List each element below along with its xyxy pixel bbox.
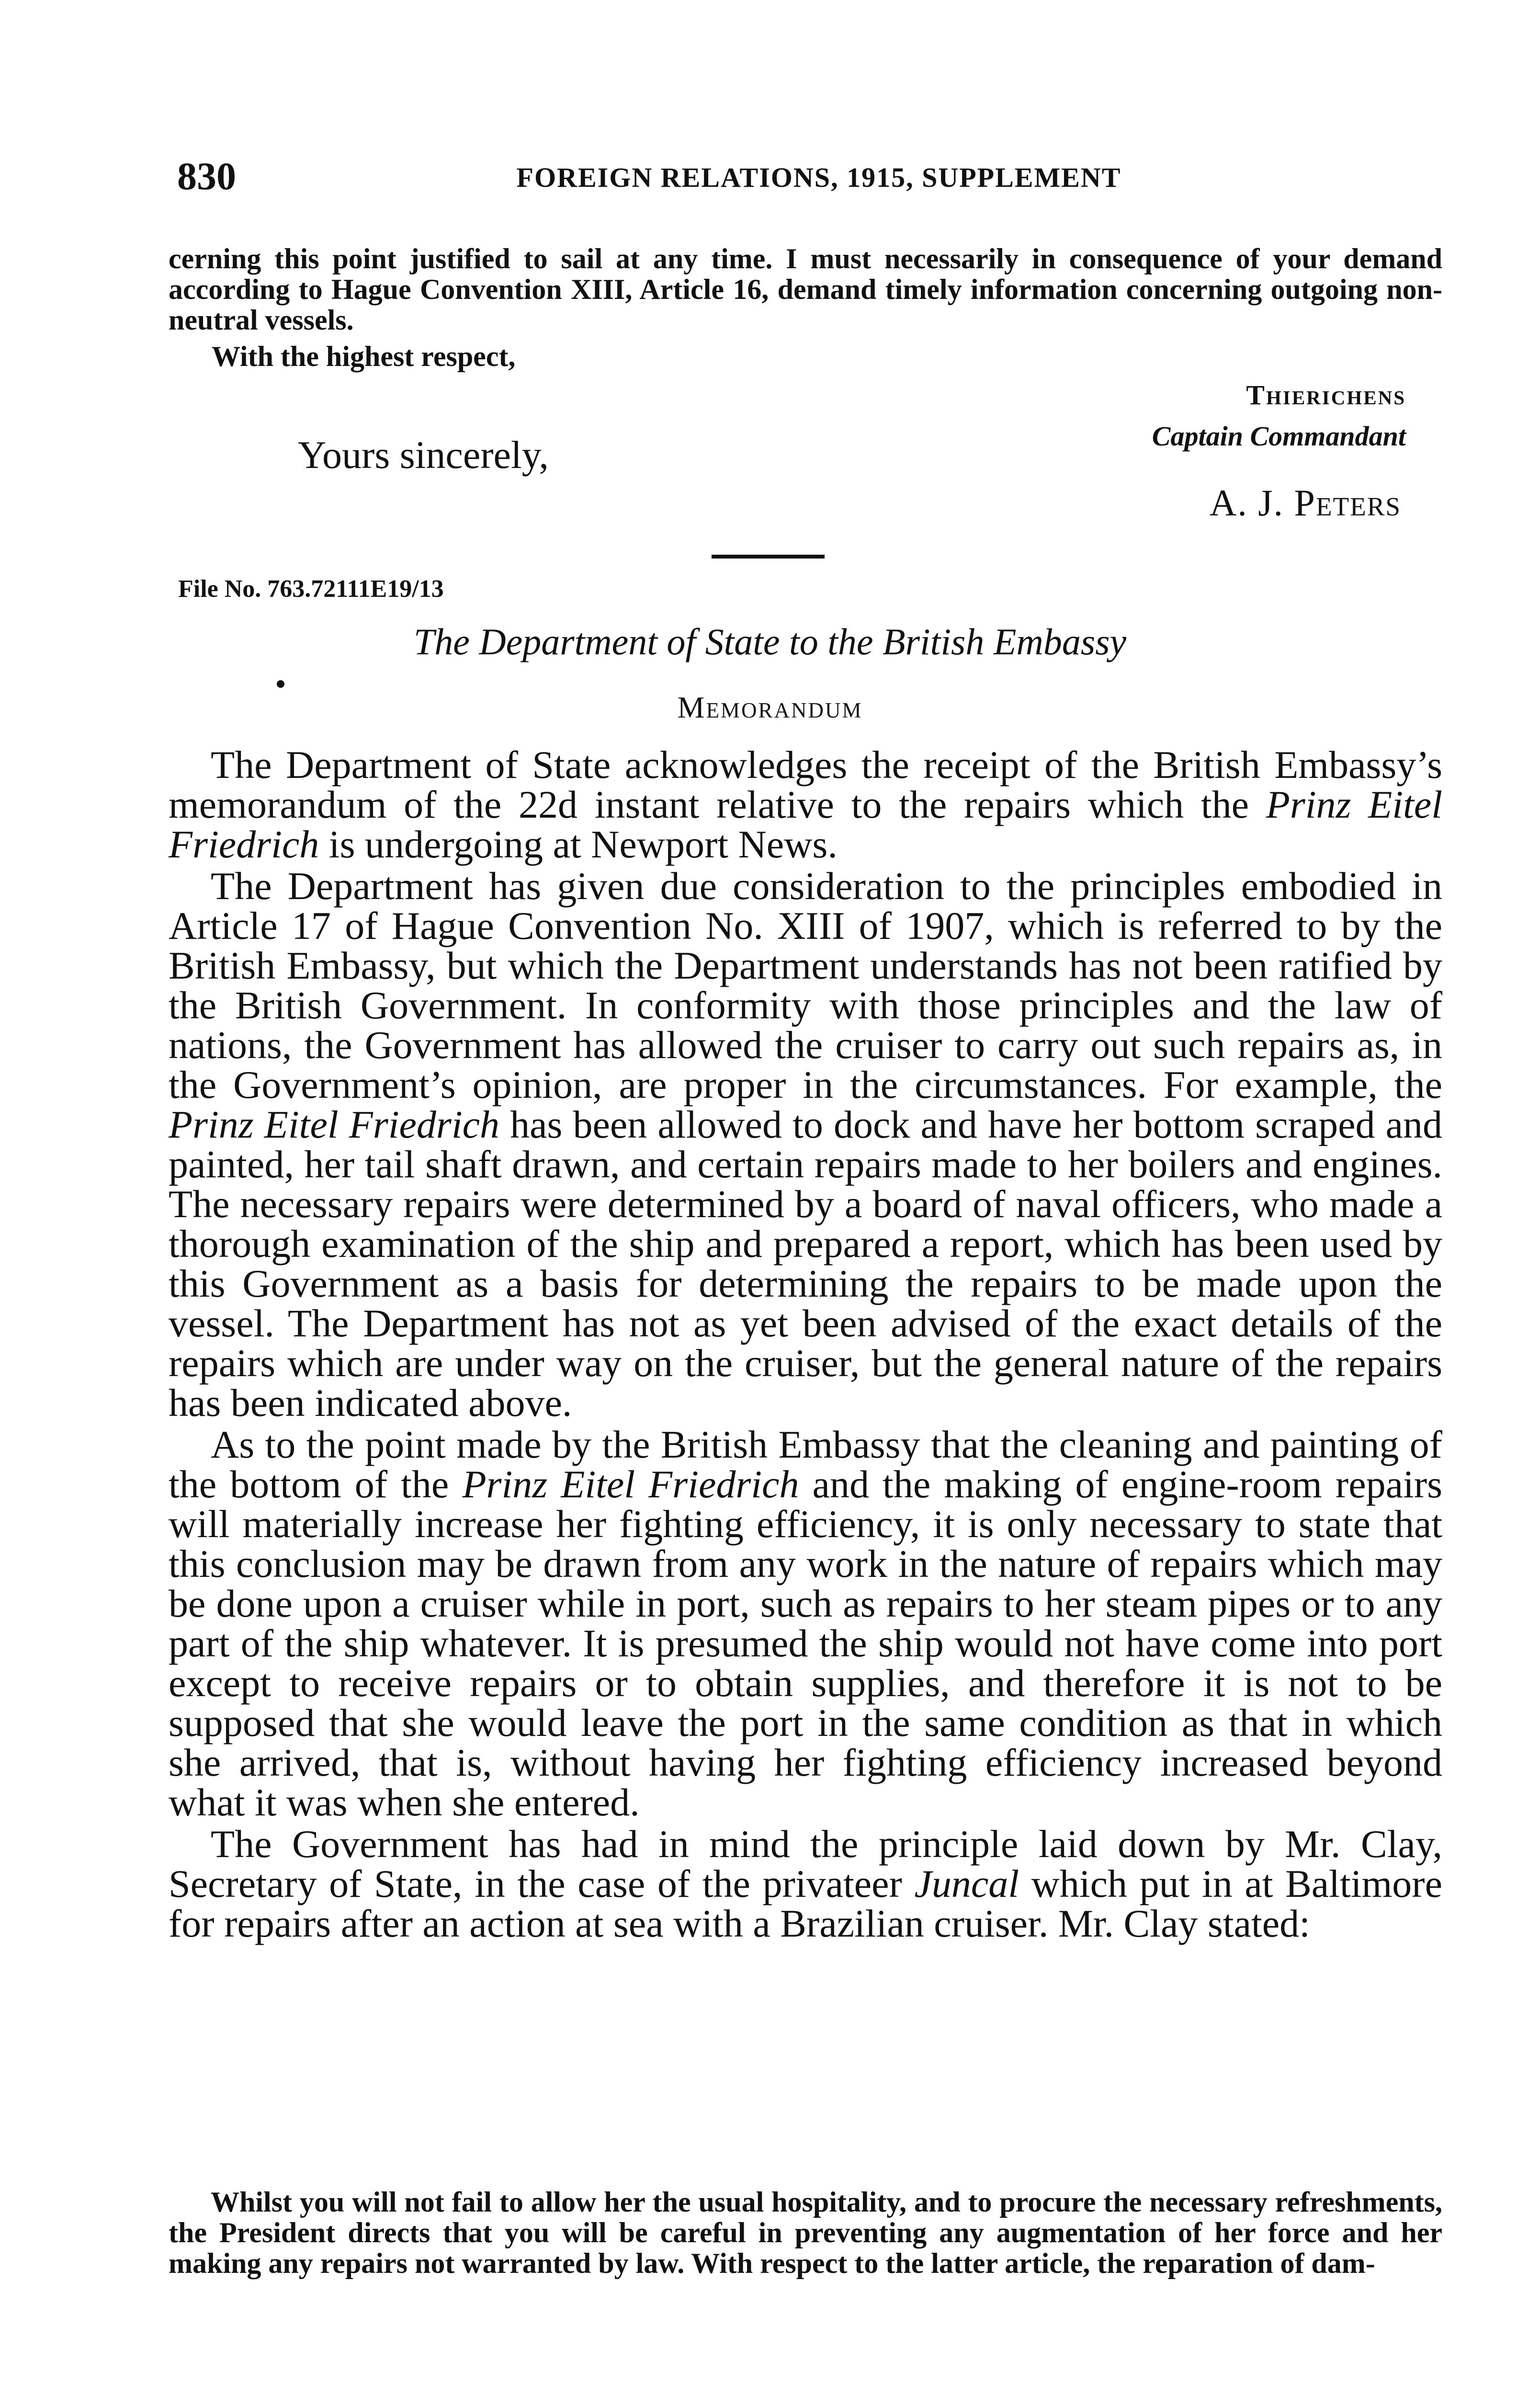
p1-text-b: is undergoing at Newport News. <box>319 822 838 866</box>
p4-text-a: The Government has had in mind the principle laid down by Mr. Clay, Secretary of State, in the case of the privateer <box>169 1822 1442 1905</box>
yours-sincerely: Yours sincerely, <box>298 433 549 477</box>
memorandum-heading: Memorandum <box>677 690 863 724</box>
continued-letter-text <box>169 243 1442 335</box>
paragraph-1 <box>169 745 1442 864</box>
p2-text-b: has been allowed to dock and have her bottom scraped and painted, her tail shaft drawn, and certain repairs made to her boilers and engines. The necessary repairs were determined by a board of naval officers, who made a thorough examination of the ship and prepared a report, which has been used by this Government as a basis for determining the repairs to be made upon the vessel. The Department has not as yet been advised of the exact details of the repairs which are under way on the cruiser, but the general nature of the repairs has been indicated above. <box>169 1103 1442 1425</box>
signer-title: Captain Commandant <box>1152 421 1406 452</box>
page-number: 830 <box>177 154 236 198</box>
file-number: File No. 763.72111E19/13 <box>178 575 444 603</box>
quote-paragraph: Whilst you will not fail to allow her the usual hospitality, and to procure the necessary refreshments, the President directs that you will be careful in preventing any augmentation of her force and her making any repairs not warranted by law. With respect to the latter article, the reparation of dam- <box>169 2186 1442 2279</box>
p2-text-a: The Department has given due consideration to the principles embodied in Article 17 of Hague Convention No. XIII of 1907, which is referred to by the British Embassy, but which the Department understands has not been ratified by the British Government. In conformity with those principles and the law of nations, the Government has allowed the cruiser to carry out such repairs as, in the Government’s opinion, are proper in the circumstances. For example, the <box>169 864 1442 1106</box>
enclosure-signer: A. J. Peters <box>1209 482 1401 524</box>
running-title: FOREIGN RELATIONS, 1915, SUPPLEMENT <box>516 162 1121 193</box>
signer-name: Thierichens <box>1246 379 1406 411</box>
p4-text-b: which put in at Baltimore for repairs after an action at sea with a Brazilian cruiser. Mr. Clay stated: <box>169 1862 1442 1945</box>
ship-name: Juncal <box>914 1862 1019 1905</box>
letter-closing: With the highest respect, <box>212 341 516 372</box>
p1-text-a: The Department of State acknowledges the receipt of the British Embassy’s memorandum of the 22d instant relative to the repairs which the <box>169 743 1442 826</box>
quoted-extract <box>169 2187 1442 2279</box>
ship-name: Prinz Eitel Friedrich <box>462 1462 799 1506</box>
ship-name: Prinz Eitel Friedrich <box>169 1103 499 1146</box>
continued-paragraph: cerning this point justified to sail at any time. I must necessarily in consequence of your demand according to Hague Convention XIII, Article 16, demand timely information concerning outgoing non-neutral vessels. <box>169 243 1442 336</box>
paragraph-3 <box>169 1425 1442 1822</box>
paragraph-4 <box>169 1824 1442 1943</box>
section-divider <box>712 555 825 559</box>
paragraph-2 <box>169 866 1442 1423</box>
p3-text-a: As to the point made by the British Embassy that the cleaning and painting of the bottom of the <box>169 1423 1442 1506</box>
p3-text-b: and the making of engine-room repairs will materially increase her fighting efficiency, it is only necessary to state that this conclusion may be drawn from any work in the nature of repairs which may be done upon a cruiser while in port, such as repairs to her steam pipes or to any part of the ship whatever. It is presumed the ship would not have come into port except to receive repairs or to obtain supplies, and therefore it is not to be supposed that she would leave the port in the same condition as that in which she arrived, that is, without having her fighting efficiency increased beyond what it was when she entered. <box>169 1462 1442 1824</box>
running-header <box>177 152 1461 205</box>
signature-block <box>1152 375 1406 457</box>
document-title: The Department of State to the British Embassy <box>413 621 1127 662</box>
ship-name: Prinz Eitel Friedrich <box>169 783 1442 866</box>
memorandum-body <box>169 745 1442 1945</box>
